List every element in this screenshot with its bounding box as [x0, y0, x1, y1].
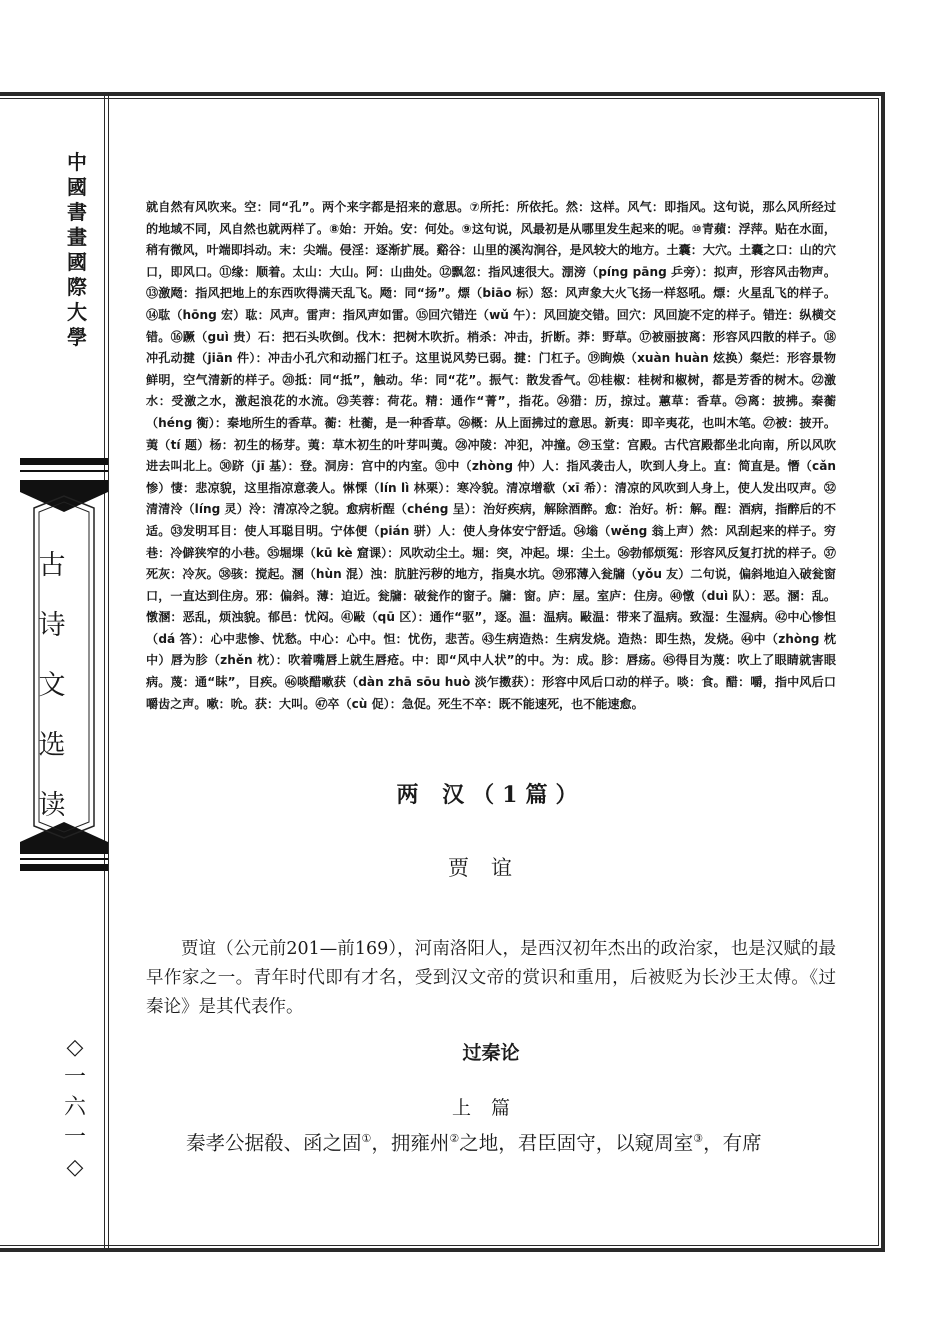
- book-title-char: 古: [38, 550, 66, 581]
- sidebar-bar-bottom-thin: [20, 858, 108, 860]
- essay-first-line: [146, 1122, 846, 1161]
- sidebar-bar-top: [20, 458, 108, 465]
- series-title-char: 國: [67, 250, 87, 274]
- page-number: [60, 1033, 90, 1183]
- footnote-marker[interactable]: ①: [361, 1132, 372, 1145]
- book-title: [34, 536, 70, 836]
- series-title-char: 中: [67, 150, 87, 174]
- series-title: [64, 150, 90, 350]
- section-title: 两 汉（1篇）: [396, 782, 586, 808]
- series-title-char: 國: [67, 175, 87, 199]
- series-title-char: 畫: [67, 225, 87, 249]
- book-title-char: 诗: [38, 610, 66, 641]
- footnote-marker[interactable]: ②: [449, 1132, 460, 1145]
- text-run: ，拥雍州: [371, 1131, 450, 1155]
- page-number-char: 一: [63, 1125, 86, 1150]
- diamond-icon: ◇: [66, 1035, 84, 1060]
- essay-title: 过秦论: [462, 1042, 520, 1064]
- diamond-icon: ◇: [66, 1155, 84, 1180]
- page-number-char: 一: [63, 1065, 86, 1090]
- author-intro: 贾谊（公元前201—前169），河南洛阳人，是西汉初年杰出的政治家，也是汉赋的最早作家之一。青年时代即有才名，受到汉文帝的赏识和重用，后被贬为长沙王太傅。《过秦论》是其代表作。: [146, 939, 836, 1017]
- annotation-notes: 就自然有风吹来。空：同“孔”。两个来字都是招来的意思。⑦所托：所依托。然：这样。风气：即指风。这句说，那么风所经过的地域不同，风自然也就两样了。⑧始：开始。安：何处。⑨这句说，风最初是从哪里发生起来的呢。⑩青蘋：浮萍。贴在水面，稍有微风，叶端即抖动。末：尖端。侵淫：逐渐扩展。谿谷：山里的溪沟涧谷，是风较大的地方。土囊：大穴。土囊之口：山的穴口，即风口。⑪缘：顺着。太山：大山。阿：山曲处。⑫飘忽：指风速很大。淜滂（píng pāng 乒旁）：拟声，形容风击物声。⑬激飏：指风把地上的东西吹得满天乱飞。飏：同“扬”。熛（biāo 标）怒：风声象大火飞扬一样怒吼。熛：火星乱飞的样子。⑭耾（hōng 宏）耾：风声。雷声：指风声如雷。⑮回穴错迕（wǔ 午）：风回旋交错。回穴：风回旋不定的样子。错迕：纵横交错。⑯蹶（guì 贵）石：把石头吹倒。伐木：把树木吹折。梢杀：冲击，折断。莽：野草。⑰被丽披离：形容风四散的样子。⑱冲孔动揵（jiān 件）：冲击小孔穴和动摇门杠子。这里说风势已弱。揵：门杠子。⑲眴焕（xuàn huàn 炫换）粲烂：形容景物鲜明，空气清新的样子。⑳抵：同“抵”，触动。华：同“花”。振气：散发香气。㉑桂椒：桂树和椒树，都是芳香的树木。㉒激水：受激之水，激起浪花的水流。㉓芙蓉：荷花。精：通作“菁”，指花。㉔猎：历，掠过。蕙草：香草。㉕离：披拂。秦蘅（héng 衡）：秦地所生的香草。蘅：杜蘅，是一种香草。㉖概：从上面拂过的意思。新夷：即辛夷花，也叫木笔。㉗被：披开。荑（tí 题）杨：初生的杨芽。荑：草木初生的叶芽叫荑。㉘冲陵：冲犯，冲撞。㉙玉堂：宫殿。古代宫殿都坐北向南，所以风吹进去叫北上。㉚跻（jī 基）：登。洞房：宫中的内室。㉛中（zhòng 仲）人：指风袭击人，吹到人身上。直：简直是。憯（cǎn 惨）悽：悲凉貌，这里指凉意袭人。惏慄（lín lì 林栗）：寒冷貌。清凉增欷（xī 希）：清凉的风吹到人身上，使人发出叹声。㉜清清泠（líng 灵）泠：清凉冷之貌。愈病析酲（chéng 呈）：治好疾病，解除酒醉。愈：治好。析：解。酲：酒病，指醉后的不适。㉝发明耳目：使人耳聪目明。宁体便（pián 骈）人：使人身体安宁舒适。㉞塕（wěng 翁上声）然：风刮起来的样子。穷巷：冷僻狭窄的小巷。㉟堀堁（kū kè 窟课）：风吹动尘土。堀：突，冲起。堁：尘土。㊱勃郁烦冤：形容风反复打扰的样子。㊲死灰：冷灰。㊳骇：搅起。溷（hùn 混）浊：肮脏污秽的地方，指臭水坑。㊴邪薄入瓮牖（yǒu 友）二句说，偏斜地迫入破瓮窗口，一直达到住房。邪：偏斜。薄：迫近。瓮牖：破瓮作的窗子。牖：窗。庐：屋。室庐：住房。㊵憞（duì 队）：恶。溷：乱。憞溷：恶乱，烦浊貌。郁邑：忧闷。㊶敺（qū 区）：通作“驱”，逐。温：温病。敺温：带来了温病。致湿：生湿病。㊷中心惨怛（dá 答）：心中悲惨、忧愁。中心：心中。怛：忧伤，悲苦。㊸生病造热：生病发烧。造热：即生热，发烧。㊹中（zhòng 枕中）唇为胗（zhěn 枕）：吹着嘴唇上就生唇疮。中：即“风中人状”的中。为：成。胗：唇疡。㊺得目为蔑：吹上了眼睛就害眼病。蔑：通“眜”，目疾。㊻啖醋嗽获（dàn zhā sōu huò 淡乍擞获）：形容中风后口动的样子。啖：食。醋：嚼，指中风后口嚼齿之声。嗽：吮。获：大叫。㊼卒（cù 促）：急促。死生不卒：既不能速死，也不能速愈。: [146, 200, 836, 711]
- part-title: 上篇: [451, 1097, 530, 1119]
- author-name: 贾谊: [448, 856, 534, 880]
- series-title-char: 學: [67, 325, 87, 349]
- text-run: ，有席: [703, 1131, 762, 1155]
- book-title-char: 读: [38, 790, 66, 821]
- book-title-char: 选: [38, 730, 66, 761]
- sidebar-bar-bottom: [20, 864, 108, 871]
- sidebar-rule-inner: [108, 96, 109, 1248]
- footnote-marker[interactable]: ③: [693, 1132, 704, 1145]
- page-number-char: 六: [63, 1095, 86, 1120]
- text-run: 秦孝公据殽、函之固: [186, 1131, 362, 1155]
- book-title-char: 文: [38, 670, 66, 701]
- text-run: 之地，君臣固守，以窥周室: [459, 1131, 694, 1155]
- series-title-char: 大: [67, 300, 87, 324]
- series-title-char: 書: [67, 200, 87, 224]
- sidebar-bar-top-thin: [20, 470, 108, 472]
- series-title-char: 際: [67, 275, 87, 299]
